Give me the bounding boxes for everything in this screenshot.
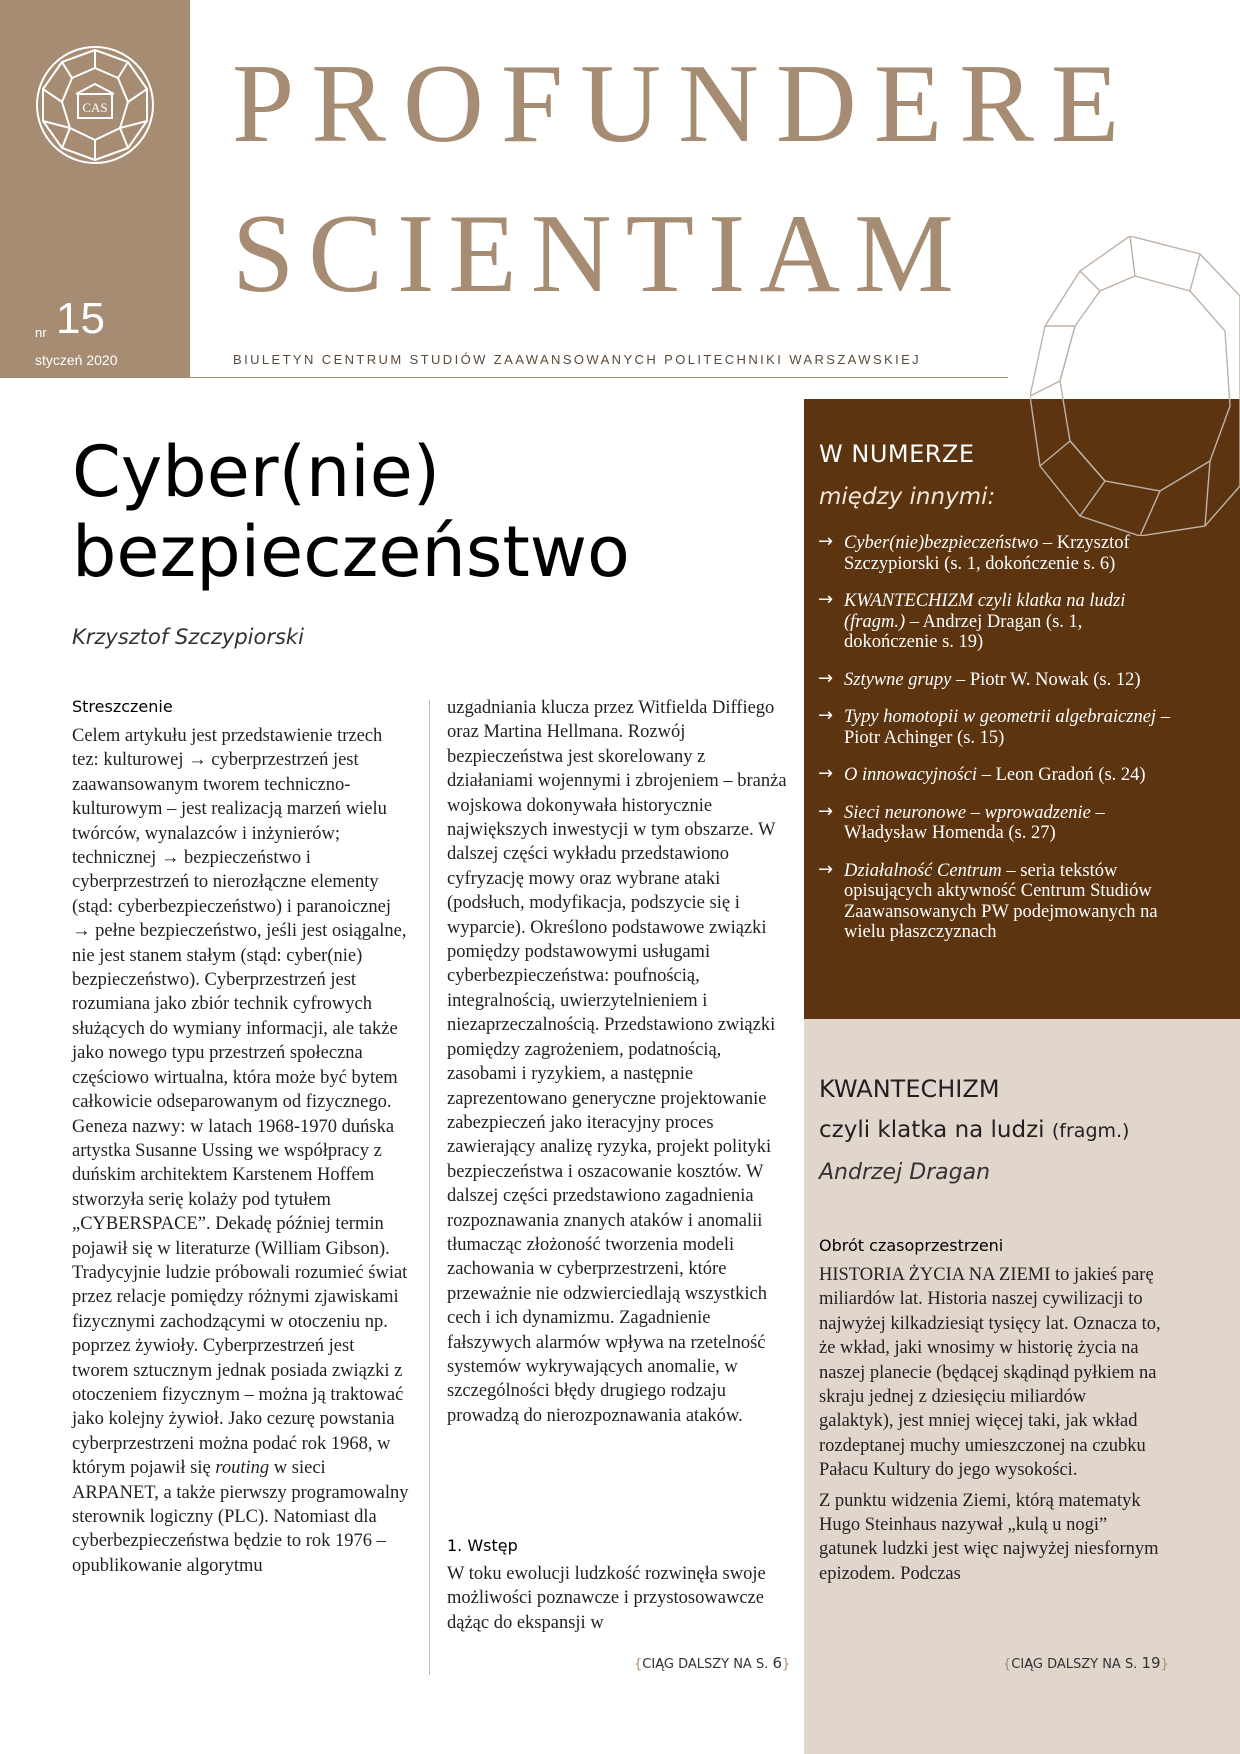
article-column-1 [72,724,412,1578]
kwantechizm-paragraph-1: HISTORIA ŻYCIA NA ZIEMI to jakieś parę miliardów lat. Historia naszej cywilizacji to najwyżej kilkadziesiąt tysięcy lat. Oznacza to, że wkład, jaki wnosimy w historię życia na naszej planecie (będącej skądinąd pyłkiem na skraju jednej z dziesięciu miliardów galaktyk), jest mniej więcej taki, jak wkład rozdeptanej muchy umieszczonej na czubku Pałacu Kultury do jego wysokości. [819,1265,1161,1481]
issue-date: styczeń 2020 [35,352,118,368]
polyhedron-decoration-icon [1030,236,1240,536]
arrow-right-icon: → [818,667,834,689]
continued-page: 19 [1141,1654,1161,1672]
abstract-italic-term: routing [215,1458,270,1479]
contents-item-4[interactable]: → Typy homotopii w geometrii algebraicznej – Piotr Achinger (s. 15) [818,705,1170,748]
article-continued-link[interactable]: {CIĄG DALSZY NA S. 6} [634,1654,791,1672]
continued-label: CIĄG DALSZY NA S. [642,1657,769,1672]
arrow-right-icon: → [818,858,834,880]
abstract-text-end: w sieci ARPANET, a także pierwszy programowalny sterownik logiczny (PLC). Natomiast dla cyberbezpieczeństwa będzie to rok 1976 – opublikowanie algorytmu [72,1458,409,1576]
cas-logo-icon [34,44,156,166]
contents-item-5[interactable]: → O innowacyjności – Leon Gradoń (s. 24) [818,763,1146,785]
contents-subheading: między innymi: [819,484,996,510]
column-divider [429,700,430,1675]
kwantechizm-title-line1: KWANTECHIZM [819,1075,1000,1103]
abstract-text: Celem artykułu jest przedstawienie trzech tez: kulturowej → cyberprzestrzeń jest zaawansowanym tworem techniczno-kulturowym – jest realizacją marzeń wielu twórców, wynalazców i inżynierów; technicznej → bezpieczeństwo i cyberprzestrzeń to nierozłączne elementy (stąd: cyberbezpieczeństwo) i paranoicznej → pełne bezpieczeństwo, jeśli jest osiągalne, nie jest stanem stałym (stąd: cyber(nie) bezpieczeństwo). Cyberprzestrzeń jest rozumiana jako zbiór technik cyfrowych służących do wymiany informacji, ale także jako nowego typu przestrzeń społeczna częściowo wirtualna, która może być bytem całkowicie odseparowanym od fizycznego. Geneza nazwy: w latach 1968-1970 duńska artystka Susanne Ussing we współpracy z duńskim architektem Karstenem Hoffem stworzyła serię kolaży pod tytułem „CYBERSPACE”. Dekadę później termin pojawił się w literaturze (William Gibson). Tradycyjnie ludzie próbowali rozumieć świat przez relacje pomiędzy różnymi zjawiskami fizycznymi zachodzącymi w otoczeniu np. poprzez żywioły. Cyberprzestrzeń jest tworem sztucznym jednak posiada związki z otoczeniem fizycznym – można ją traktować jako kolejny żywioł. Jako cezurę powstania cyberprzestrzeni można podać rok 1968, w którym pojawił się [72,726,408,1479]
masthead-title-line2: SCIENTIAM [232,192,968,316]
masthead-subtitle: BIULETYN CENTRUM STUDIÓW ZAAWANSOWANYCH POLITECHNIKI WARSZAWSKIEJ [233,352,922,367]
contents-item-7[interactable]: → Działalność Centrum – seria tekstów opisujących aktywność Centrum Studiów Zaawansowanych PW podejmowanych na wielu płaszczyznach [818,858,1158,942]
kwantechizm-title-suffix: (fragm.) [1051,1120,1130,1142]
intro-heading: 1. Wstęp [447,1536,518,1555]
article-title-line2: bezpieczeństwo [72,511,630,593]
intro-text: W toku ewolucji ludzkość rozwinęła swoje możliwości poznawcze i przystosowawcze dążąc do ekspansji w [447,1564,766,1633]
kwantechizm-author: Andrzej Dragan [819,1160,991,1185]
article-title [72,432,772,592]
arrow-right-icon: → [818,531,834,552]
masthead-title-line1: PROFUNDERE [232,42,1137,166]
contents-heading: W NUMERZE [819,440,975,468]
continued-label: CIĄG DALSZY NA S. [1011,1657,1138,1672]
contents-item-3[interactable]: → Sztywne grupy – Piotr W. Nowak (s. 12) [818,667,1141,690]
issue-nr-label: nr [35,325,47,340]
article-title-line1: Cyber(nie) [72,431,441,513]
contents-list [818,533,1178,960]
contents-item-2[interactable]: → KWANTECHIZM czyli klatka na ludzi (fragm.) – Andrzej Dragan (s. 1, dokończenie s. 19) [818,589,1126,652]
contents-item-1[interactable]: → Cyber(nie)bezpieczeństwo – Krzysztof Szczypiorski (s. 1, dokończenie s. 6) [818,531,1130,574]
kwantechizm-paragraph-2: Z punktu widzenia Ziemi, którą matematyk Hugo Steinhaus nazywał „kulą u nogi” gatunek ludzki jest więc najwyżej niesfornym epizodem. Podczas [819,1490,1159,1584]
issue-number: 15 [56,294,105,343]
kwantechizm-body [819,1263,1164,1592]
arrow-right-icon: → [818,800,834,822]
continued-page: 6 [772,1654,783,1672]
svg-text:CAS: CAS [82,100,108,115]
masthead-divider [190,377,1008,378]
arrow-right-icon: → [818,705,834,726]
arrow-right-icon: → [818,763,834,784]
kwantechizm-section-heading: Obrót czasoprzestrzeni [819,1236,1004,1255]
kwantechizm-continued-link[interactable]: {CIĄG DALSZY NA S. 19} [1003,1654,1169,1672]
contents-item-6[interactable]: → Sieci neuronowe – wprowadzenie – Władysław Homenda (s. 27) [818,800,1105,843]
article-author: Krzysztof Szczypiorski [72,625,304,649]
arrow-right-icon: → [818,589,834,610]
abstract-heading: Streszczenie [72,697,173,716]
kwantechizm-title-line2: czyli klatka na ludzi (fragm.) [819,1117,1130,1143]
article-column-2: uzgadniania klucza przez Witfielda Diffiego oraz Martina Hellmana. Rozwój bezpieczeństwa jest skorelowany z działaniami wojennymi i zbrojeniem – branża wojskowa dokonywała historycznie największych inwestycji w tym obszarze. W dalszej części wykładu przedstawiono cyfryzację mowy oraz wybrane ataki (podsłuch, modyfikacja, podszycie się i wyparcie). Określono podstawowe związki pomiędzy podstawowymi usługami cyberbezpieczeństwa: poufnością, integralnością, uwierzytelnieniem i niezaprzeczalnością. Przedstawiono związki pomiędzy zagrożeniem, podatnością, zasobami i ryzykiem, a następnie zaprezentowano generyczne projektowanie zabezpieczeń jako iteracyjny proces zawierający analizę ryzyka, projekt polityki bezpieczeństwa i oszacowanie kosztów. W dalszej części przedstawiono zagadnienia rozpoznawania znanych ataków i anomalii tłumacząc złożoność tworzenia modeli zachowania w cyberprzestrzeni, które przeważnie nie odzwierciedlają wszystkich cech i ich dynamizmu. Zagadnienie fałszywych alarmów wpływa na rzetelność systemów wykrywających anomalie, w szczególności błędy drugiego rodzaju prowadzą do nierozpoznawania ataków. [447,698,787,1426]
